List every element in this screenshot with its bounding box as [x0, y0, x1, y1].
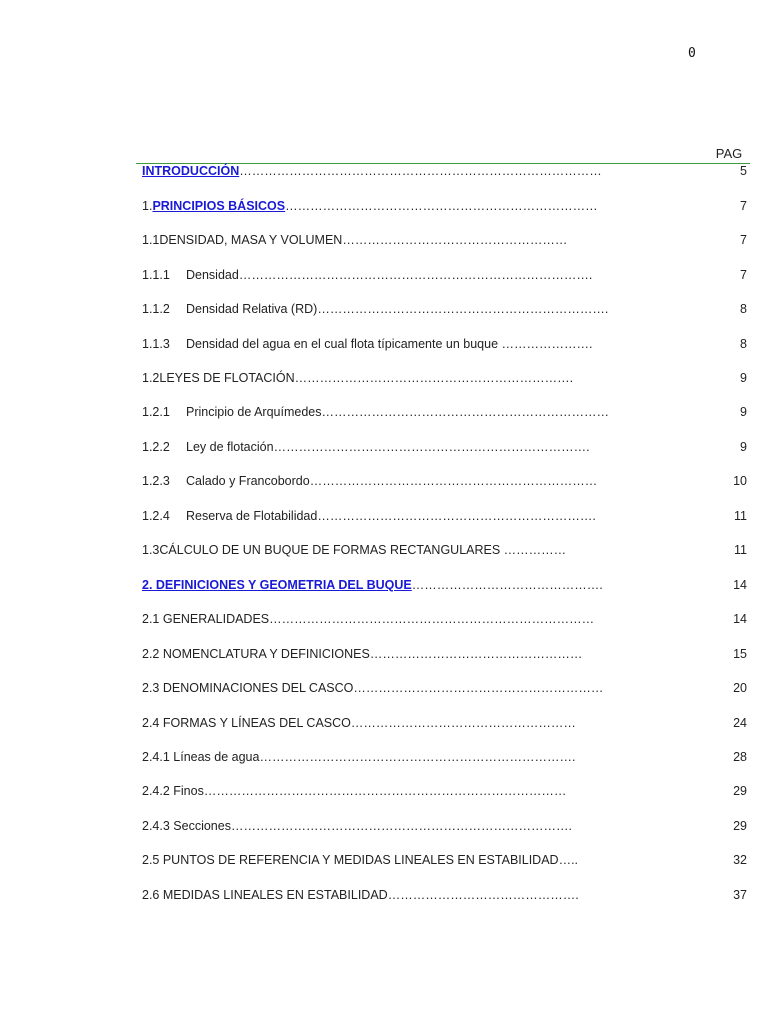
toc-entry-label [142, 576, 642, 594]
toc-entry-page-number: 24 [733, 716, 747, 730]
toc-entry[interactable] [142, 576, 747, 594]
toc-entry [142, 472, 747, 490]
toc-entry-title: 2.4.3 Secciones [142, 819, 231, 833]
toc-entry-link[interactable]: PRINCIPIOS BÁSICOS [152, 199, 286, 213]
toc-entry [142, 541, 747, 559]
toc-entry [142, 679, 747, 697]
toc-entry-page-number: 32 [733, 853, 747, 867]
toc-entry-number: 1.1.2 [142, 302, 170, 316]
toc-entry-number: 1.1 [142, 233, 160, 247]
toc-entry-number: 1.1.3 [142, 337, 170, 351]
toc-entry-page-number: 7 [740, 233, 747, 247]
toc-entry-label [142, 679, 642, 697]
toc-entry-title: 2.4.1 Líneas de agua [142, 750, 260, 764]
toc-entry-page-number: 29 [733, 819, 747, 833]
toc-entry-page-number: 7 [740, 268, 747, 282]
toc-entry-title: 2.6 MEDIDAS LINEALES EN ESTABILIDAD [142, 888, 388, 902]
toc-entry [142, 610, 747, 628]
toc-entry-label [142, 162, 642, 180]
toc-entry-page-number: 14 [733, 578, 747, 592]
toc-entry-label [142, 817, 642, 835]
toc-entry-number: 1.3 [142, 543, 160, 557]
toc-entry-label [142, 197, 642, 215]
toc-entry-leader-dots: …………………………………………………………. [294, 371, 574, 385]
toc-entry-link[interactable]: INTRODUCCIÓN [142, 164, 240, 178]
toc-entry-page-number: 11 [734, 543, 747, 557]
toc-entry [142, 369, 747, 387]
toc-entry-title: 2.4 FORMAS Y LÍNEAS DEL CASCO [142, 716, 351, 730]
toc-entry-leader-dots: …………………………………………………………………………… [203, 784, 567, 798]
toc-entry-page-number: 29 [733, 784, 747, 798]
toc-entry-page-number: 9 [740, 405, 747, 419]
toc-entry-number: 1.2 [142, 371, 160, 385]
page-number: 0 [688, 46, 696, 61]
toc-entry-page-number: 14 [733, 612, 747, 626]
toc-entry-label [142, 610, 642, 628]
toc-entry-title: Densidad Relativa (RD) [186, 302, 318, 316]
toc-entry [142, 438, 747, 456]
toc-entry-title: Densidad del agua en el cual flota típicamente un buque [186, 337, 502, 351]
toc-entry-title: DENSIDAD, MASA Y VOLUMEN [159, 233, 343, 247]
toc-entry-number: 1.2.4 [142, 509, 170, 523]
toc-entry-leader-dots: …………………………………………………… [353, 681, 604, 695]
toc-entry-title: LEYES DE FLOTACIÓN [159, 371, 295, 385]
toc-entry-page-number: 11 [734, 509, 747, 523]
toc-entry [142, 782, 747, 800]
toc-entry-title: 2.1 GENERALIDADES [142, 612, 270, 626]
toc-entry [142, 851, 747, 869]
toc-entry-title: Principio de Arquímedes [186, 405, 322, 419]
toc-entry-leader-dots: ………………………………………………………………………. [230, 819, 572, 833]
toc-entry-page-number: 28 [733, 750, 747, 764]
toc-entry-page-number: 37 [733, 888, 747, 902]
toc-entry-leader-dots: …………………. [501, 337, 593, 351]
toc-entry-title: 2.3 DENOMINACIONES DEL CASCO [142, 681, 354, 695]
toc-entry-label [142, 714, 642, 732]
toc-entry-leader-dots: ………………………………………. [387, 888, 579, 902]
toc-entry-leader-dots: …………………………………………………………………………. [238, 268, 593, 282]
toc-entry-label [142, 886, 642, 904]
toc-entry [142, 335, 747, 353]
toc-entry-label [142, 541, 642, 559]
toc-entry-title: 2.5 PUNTOS DE REFERENCIA Y MEDIDAS LINEALES EN ESTABILIDAD [142, 853, 559, 867]
toc-entry-page-number: 7 [740, 199, 747, 213]
pag-column-header: PAG [715, 146, 743, 161]
toc-entry-label [142, 300, 642, 318]
toc-entry [142, 817, 747, 835]
toc-entry-label [142, 438, 642, 456]
toc-entry-title: Calado y Francobordo [186, 474, 310, 488]
toc-entry-number: 1.2.1 [142, 405, 170, 419]
toc-entry-leader-dots: ………………………………………. [411, 578, 603, 592]
toc-entry [142, 266, 747, 284]
toc-entry-page-number: 10 [733, 474, 747, 488]
toc-entry-label [142, 645, 642, 663]
toc-entry-label [142, 403, 642, 421]
toc-entry-link[interactable]: 2. DEFINICIONES Y GEOMETRIA DEL BUQUE [142, 578, 412, 592]
toc-entry-page-number: 9 [740, 440, 747, 454]
toc-entry-title: Densidad [186, 268, 239, 282]
toc-entry [142, 507, 747, 525]
toc-entry [142, 886, 747, 904]
toc-entry [142, 300, 747, 318]
toc-entry-label [142, 507, 642, 525]
toc-entry-label [142, 851, 642, 869]
toc-entry [142, 748, 747, 766]
toc-entry-title: Reserva de Flotabilidad [186, 509, 318, 523]
toc-entry-page-number: 8 [740, 337, 747, 351]
toc-entry-leader-dots: …………………………………………… [369, 647, 583, 661]
toc-entry-label [142, 472, 642, 490]
toc-entry-label [142, 369, 642, 387]
toc-entry-page-number: 15 [733, 647, 747, 661]
toc-entry-leader-dots: ……………………………………………… [350, 716, 576, 730]
toc-entry[interactable] [142, 197, 747, 215]
toc-entry-title: Ley de flotación [186, 440, 274, 454]
toc-entry-title: 2.4.2 Finos [142, 784, 204, 798]
toc-entry-label [142, 335, 642, 353]
toc-entry [142, 231, 747, 249]
toc-entry-leader-dots: …………………………………………………………. [317, 509, 596, 523]
toc-entry [142, 714, 747, 732]
toc-entry-leader-dots: ….. [558, 853, 579, 867]
toc-entry-leader-dots: …………… [503, 543, 567, 557]
toc-entry[interactable] [142, 162, 747, 180]
toc-entry-page-number: 20 [733, 681, 747, 695]
toc-entry-leader-dots: …………………………………………………………………. [259, 750, 576, 764]
toc-entry-label [142, 231, 642, 249]
toc-entry-label [142, 266, 642, 284]
toc-entry-number: 1. [142, 199, 153, 213]
toc-entry-leader-dots: …………………………………………………………… [309, 474, 598, 488]
toc-entry-number: 1.2.2 [142, 440, 170, 454]
toc-entry-number: 1.2.3 [142, 474, 170, 488]
toc-entry-title: 2.2 NOMENCLATURA Y DEFINICIONES [142, 647, 370, 661]
toc-entry-page-number: 9 [740, 371, 747, 385]
toc-entry-leader-dots: …………………………………………………………………………… [239, 164, 602, 178]
toc-entry-page-number: 5 [740, 164, 747, 178]
toc-entry-leader-dots: ………………………………………………………………… [285, 199, 598, 213]
toc-entry-leader-dots: …………………………………………………………………. [273, 440, 590, 454]
toc-entry-label [142, 782, 642, 800]
toc-entry-title: CÁLCULO DE UN BUQUE DE FORMAS RECTANGULARES [159, 543, 504, 557]
toc-entry-number: 1.1.1 [142, 268, 170, 282]
toc-entry-page-number: 8 [740, 302, 747, 316]
toc-entry-leader-dots: …………………………………………………………………… [269, 612, 595, 626]
toc-entry-leader-dots: ……………………………………………… [342, 233, 568, 247]
toc-entry-leader-dots: …………………………………………………………… [321, 405, 609, 419]
toc-entry-label [142, 748, 642, 766]
toc-entry [142, 403, 747, 421]
toc-entry-leader-dots: ……………………………………………………………. [317, 302, 609, 316]
toc-entry [142, 645, 747, 663]
